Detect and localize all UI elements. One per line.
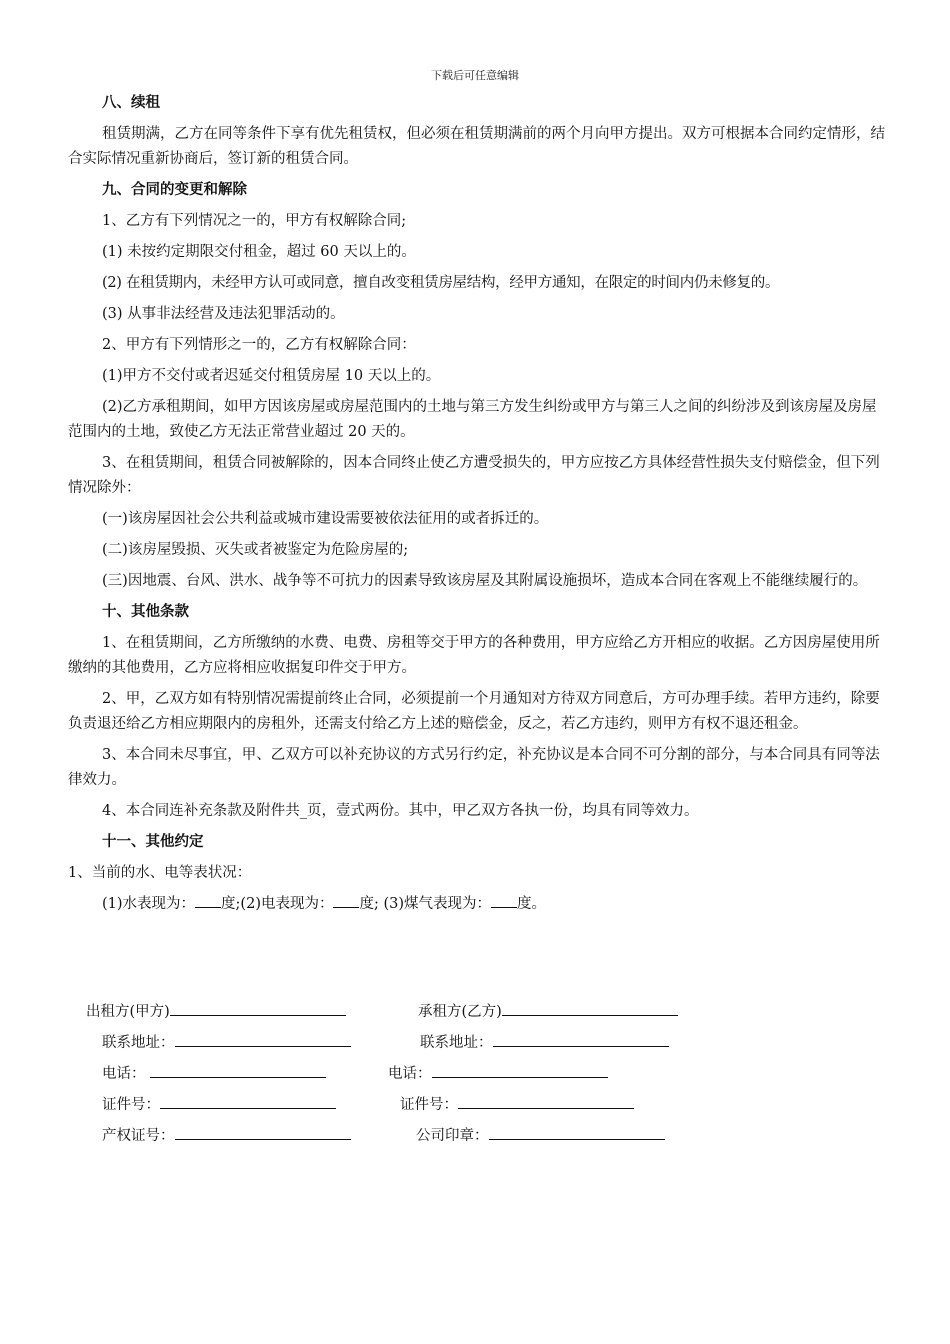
address-right-row <box>420 1031 669 1052</box>
section-9-paragraph-3: (2) 在租赁期内，未经甲方认可或同意，擅自改变租赁房屋结构，经甲方通知，在限定的时间内仍未修复的。 <box>102 275 780 291</box>
section-10-paragraph-4: 4、本合同连补充条款及附件共_页，壹式两份。其中，甲乙双方各执一份，均具有同等效力。 <box>102 803 699 819</box>
lessor-blank <box>170 1001 346 1016</box>
meter-elec-label: ;(2)电表现为： <box>235 896 334 912</box>
meter-end: 度。 <box>517 896 547 912</box>
gas-blank <box>491 893 517 908</box>
address-left-blank <box>175 1032 351 1047</box>
lessee-label: 承租方(乙方) <box>418 1004 502 1020</box>
address-right-blank <box>493 1032 669 1047</box>
id-left-row <box>102 1093 336 1114</box>
section-8-paragraph-1: 租赁期满，乙方在同等条件下享有优先租赁权，但必须在租赁期满前的两个月向甲方提出。双方可根据本合同约定情形，结合实际情况重新协商后，签订新的租赁合同。 <box>68 126 885 167</box>
lessee-row <box>418 1000 678 1021</box>
section-10-paragraph-2: 2、甲，乙双方如有特别情况需提前终止合同，必须提前一个月通知对方待双方同意后，方可办理手续。若甲方违约，除要负责退还给乙方相应期限内的房租外，还需支付给乙方上述的赔偿金，反之，若乙方违约，则甲方有权不退还租金。 <box>68 691 880 732</box>
section-9-paragraph-8: 3、在租赁期间，租赁合同被解除的，因本合同终止使乙方遭受损失的，甲方应按乙方具体经营性损失支付赔偿金，但下列情况除外： <box>68 455 880 496</box>
meter-unit-1: 度 <box>221 896 236 912</box>
id-right-row <box>400 1093 634 1114</box>
address-left-row <box>102 1031 351 1052</box>
lessee-blank <box>502 1001 678 1016</box>
section-11-paragraph-1: 1、当前的水、电等表状况： <box>68 865 252 881</box>
section-8-title: 八、续租 <box>102 95 160 111</box>
property-cert-blank <box>175 1125 351 1140</box>
company-seal-row <box>416 1124 665 1145</box>
phone-left-label: 电话： <box>102 1066 146 1082</box>
company-seal-label: 公司印章： <box>416 1128 489 1144</box>
section-11-title: 十一、其他约定 <box>102 834 204 850</box>
section-10-title: 十、其他条款 <box>102 604 189 620</box>
section-9-paragraph-2: (1) 未按约定期限交付租金，超过 60 天以上的。 <box>102 244 416 260</box>
meter-readings <box>68 889 886 920</box>
id-right-blank <box>458 1094 634 1109</box>
property-cert-row <box>102 1124 351 1145</box>
meter-water-label: (1)水表现为： <box>102 896 196 912</box>
section-9-paragraph-11: (三)因地震、台风、洪水、战争等不可抗力的因素导致该房屋及其附属设施损坏，造成本合同在客观上不能继续履行的。 <box>102 573 868 589</box>
phone-left-blank <box>150 1063 326 1078</box>
phone-right-blank <box>432 1063 608 1078</box>
lessor-label: 出租方(甲方) <box>86 1004 170 1020</box>
address-left-label: 联系地址： <box>102 1035 175 1051</box>
lessor-row <box>86 1000 346 1021</box>
property-cert-label: 产权证号： <box>102 1128 175 1144</box>
section-9-paragraph-7: (2)乙方承租期间，如甲方因该房屋或房屋范围内的土地与第三方发生纠纷或甲方与第三人之间的纠纷涉及到该房屋及房屋范围内的土地，致使乙方无法正常营业超过 20 天的。 <box>68 399 877 440</box>
section-9-paragraph-6: (1)甲方不交付或者迟延交付租赁房屋 10 天以上的。 <box>102 368 441 384</box>
header-note: 下载后可任意编辑 <box>431 69 519 82</box>
section-9-paragraph-10: (二)该房屋毁损、灭失或者被鉴定为危险房屋的; <box>102 542 409 558</box>
id-left-blank <box>160 1094 336 1109</box>
section-10-paragraph-3: 3、本合同未尽事宜，甲、乙双方可以补充协议的方式另行约定，补充协议是本合同不可分割的部分，与本合同具有同等法律效力。 <box>68 747 880 788</box>
section-10-paragraph-1: 1、在租赁期间，乙方所缴纳的水费、电费、房租等交于甲方的各种费用，甲方应给乙方开相应的收据。乙方因房屋使用所缴纳的其他费用，乙方应将相应收据复印件交于甲方。 <box>68 635 880 676</box>
section-9-paragraph-5: 2、甲方有下列情形之一的，乙方有权解除合同： <box>102 337 416 353</box>
section-9-paragraph-9: (一)该房屋因社会公共利益或城市建设需要被依法征用的或者拆迁的。 <box>102 511 549 527</box>
phone-right-row <box>388 1062 608 1083</box>
section-9-title: 九、合同的变更和解除 <box>102 182 247 198</box>
section-9-paragraph-1: 1、乙方有下列情况之一的，甲方有权解除合同; <box>102 213 407 229</box>
address-right-label: 联系地址： <box>420 1035 493 1051</box>
id-left-label: 证件号： <box>102 1097 160 1113</box>
water-blank <box>195 893 221 908</box>
id-right-label: 证件号： <box>400 1097 458 1113</box>
meter-unit-2: 度 <box>359 896 374 912</box>
section-9-paragraph-4: (3) 从事非法经营及违法犯罪活动的。 <box>102 306 345 322</box>
contract-body <box>68 88 886 920</box>
meter-gas-label: ; (3)煤气表现为： <box>373 896 492 912</box>
phone-left-row <box>102 1062 326 1083</box>
phone-right-label: 电话： <box>388 1066 432 1082</box>
company-seal-blank <box>489 1125 665 1140</box>
elec-blank <box>333 893 359 908</box>
